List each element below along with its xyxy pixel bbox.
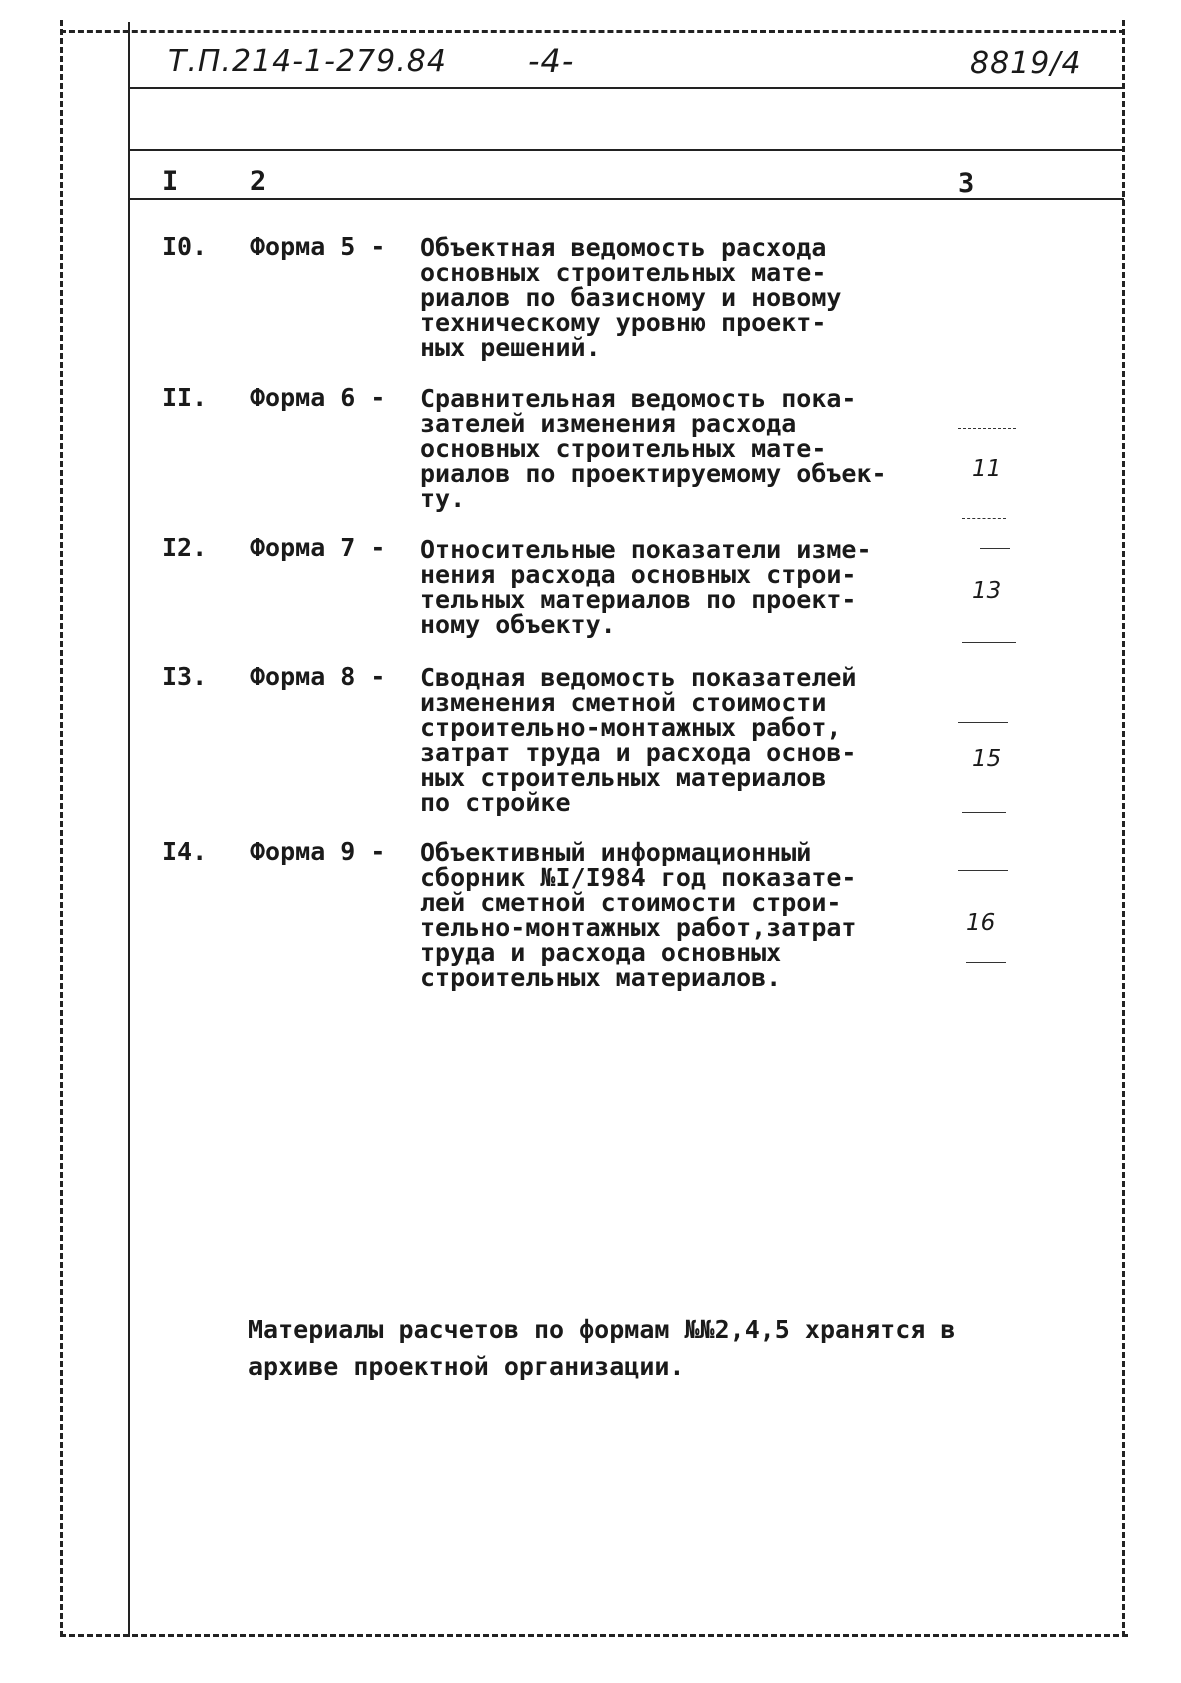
row-page: 16 bbox=[966, 910, 996, 936]
table-top-rule bbox=[128, 149, 1124, 151]
row-number: I2. bbox=[162, 533, 208, 562]
column-header-rule bbox=[128, 198, 1124, 200]
frame-top-border bbox=[60, 30, 1125, 33]
description-line: Объектная ведомость расхода bbox=[420, 233, 827, 262]
row-description bbox=[420, 386, 920, 511]
page-tick bbox=[962, 812, 1006, 813]
archive-note-line-2: архиве проектной организации. bbox=[248, 1352, 685, 1381]
description-line: ту. bbox=[420, 484, 466, 513]
frame-left-border bbox=[60, 20, 63, 1637]
archive-note-line-1: Материалы расчетов по формам №№2,4,5 хранятся в bbox=[248, 1315, 956, 1344]
page-tick bbox=[958, 722, 1008, 723]
description-line: риалов по проектируемому объек- bbox=[420, 459, 887, 488]
description-line: Сравнительная ведомость пока- bbox=[420, 384, 857, 413]
row-description bbox=[420, 537, 920, 637]
description-line: затрат труда и расхода основ- bbox=[420, 738, 857, 767]
page-tick bbox=[980, 548, 1010, 549]
row-form: Форма 8 - bbox=[250, 662, 386, 691]
column-header-2: 2 bbox=[250, 166, 267, 197]
frame-bottom-border bbox=[60, 1634, 1128, 1637]
description-line: основных строительных мате- bbox=[420, 434, 827, 463]
description-line: изменения сметной стоимости bbox=[420, 688, 827, 717]
doc-code: Т.П.214-1-279.84 bbox=[168, 44, 447, 79]
description-line: риалов по базисному и новому bbox=[420, 283, 842, 312]
description-line: лей сметной стоимости строи- bbox=[420, 888, 842, 917]
description-line: сборник №I/I984 год показате- bbox=[420, 863, 857, 892]
row-number: I4. bbox=[162, 837, 208, 866]
column-header-3: 3 bbox=[958, 168, 975, 199]
description-line: строительных материалов. bbox=[420, 963, 782, 992]
description-line: техническому уровню проект- bbox=[420, 308, 827, 337]
row-number: I3. bbox=[162, 662, 208, 691]
row-number: II. bbox=[162, 383, 208, 412]
archive-note bbox=[248, 1311, 955, 1385]
description-line: Сводная ведомость показателей bbox=[420, 663, 857, 692]
description-line: тельных материалов по проект- bbox=[420, 585, 857, 614]
description-line: ному объекту. bbox=[420, 610, 616, 639]
row-page: 13 bbox=[972, 578, 1002, 604]
row-page: 11 bbox=[972, 456, 1002, 482]
row-page: 15 bbox=[972, 746, 1002, 772]
description-line: основных строительных мате- bbox=[420, 258, 827, 287]
description-line: нения расхода основных строи- bbox=[420, 560, 857, 589]
row-number: I0. bbox=[162, 232, 208, 261]
row-form: Форма 9 - bbox=[250, 837, 386, 866]
header-rule bbox=[128, 87, 1124, 89]
row-description bbox=[420, 665, 920, 815]
row-form: Форма 6 - bbox=[250, 383, 386, 412]
frame-right-border bbox=[1122, 20, 1125, 1637]
row-form: Форма 7 - bbox=[250, 533, 386, 562]
description-line: Относительные показатели изме- bbox=[420, 535, 872, 564]
margin-line bbox=[128, 22, 130, 1637]
row-description bbox=[420, 840, 920, 990]
row-form: Форма 5 - bbox=[250, 232, 386, 261]
page-tick bbox=[962, 518, 1006, 519]
description-line: по стройке bbox=[420, 788, 571, 817]
description-line: ных решений. bbox=[420, 333, 601, 362]
description-line: строительно-монтажных работ, bbox=[420, 713, 842, 742]
description-line: труда и расхода основных bbox=[420, 938, 782, 967]
page-tick bbox=[962, 642, 1016, 643]
page-tick bbox=[958, 428, 1016, 429]
description-line: ных строительных материалов bbox=[420, 763, 827, 792]
page-tick bbox=[966, 962, 1006, 963]
column-header-1: I bbox=[162, 166, 179, 197]
description-line: зателей изменения расхода bbox=[420, 409, 797, 438]
page-tick bbox=[958, 870, 1008, 871]
page-number: -4- bbox=[528, 42, 575, 80]
description-line: Объективный информационный bbox=[420, 838, 812, 867]
description-line: тельно-монтажных работ,затрат bbox=[420, 913, 857, 942]
sheet-code: 8819/4 bbox=[970, 46, 1082, 81]
row-description bbox=[420, 235, 920, 360]
